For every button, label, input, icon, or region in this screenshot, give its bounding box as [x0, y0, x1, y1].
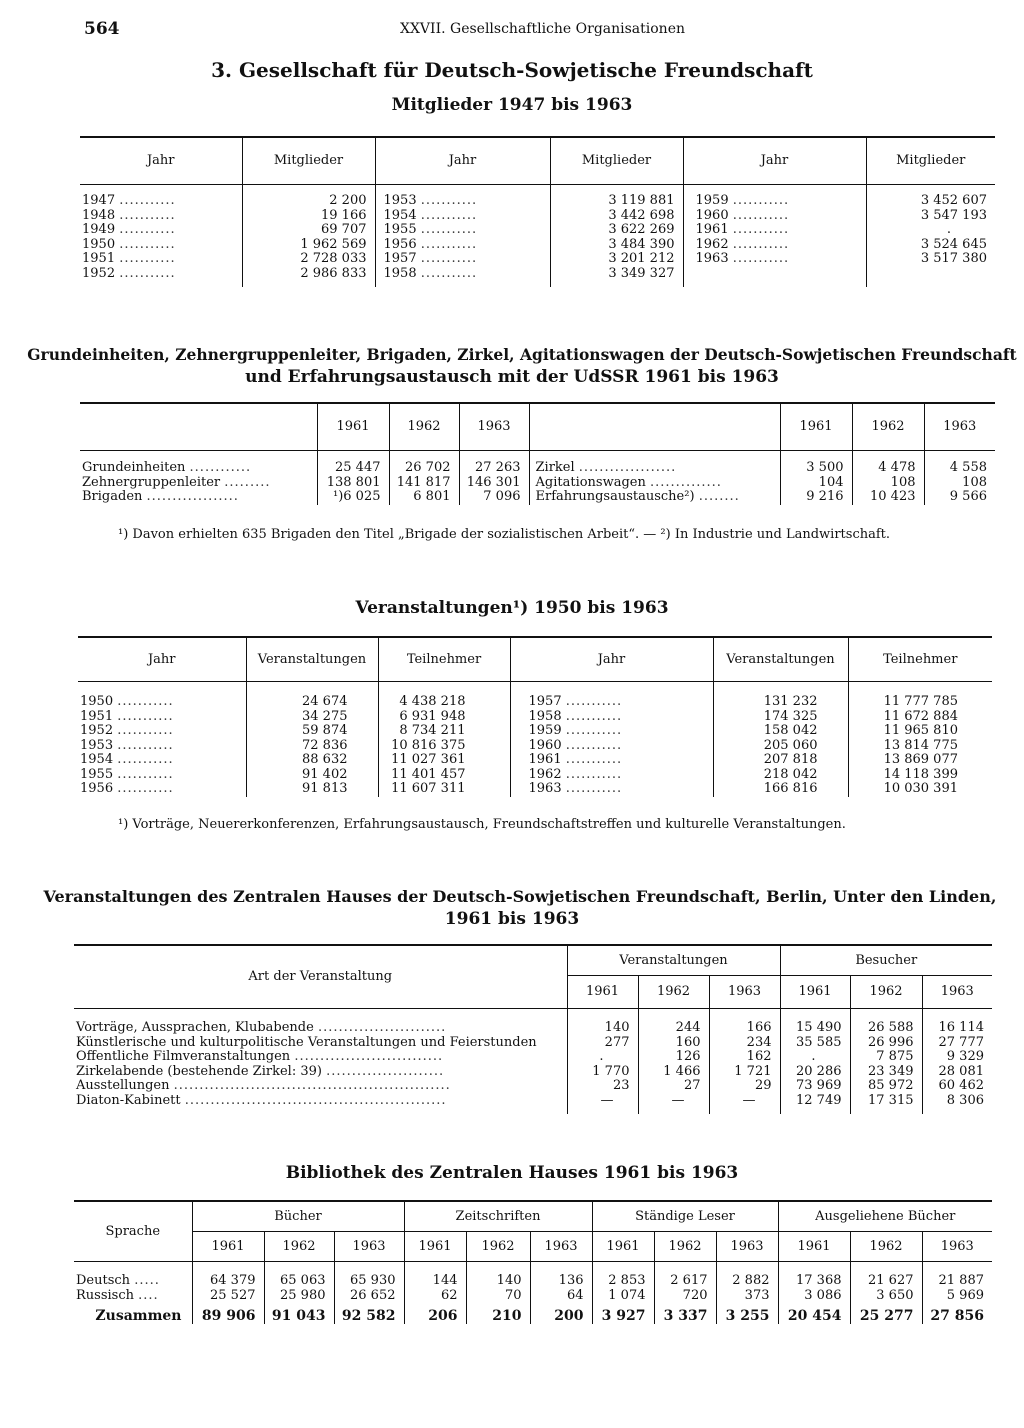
t1-title: Mitglieder 1947 bis 1963	[391, 95, 633, 115]
col-participants: Teilnehmer	[848, 637, 992, 681]
page-number: 564	[84, 19, 120, 39]
central-house-events-table	[74, 944, 992, 1114]
col-members: Mitglieder	[550, 137, 683, 184]
table-row: 1953 ........... 72 836 10 816 375 1960 ........... 205 060 13 814 775	[78, 739, 992, 754]
col-1963: 1963	[459, 403, 529, 450]
col-1963: 1963	[924, 403, 995, 450]
table-row: Vorträge, Aussprachen, Klubabende ......................... 140 244 166 15 490 26 588 16 114	[74, 1021, 992, 1036]
header-row	[80, 403, 995, 450]
table-row: 1947 ........... 2 200 1953 ........... 3 119 881 1959 ........... 3 452 607	[80, 194, 995, 209]
col-1961: 1961	[567, 975, 638, 1008]
header-row	[74, 1201, 992, 1231]
t4-title-line2: 1961 bis 1963	[444, 909, 580, 929]
col-periodicals: Zeitschriften	[404, 1201, 592, 1231]
table-row: 1952 ........... 2 986 833 1958 ........... 3 349 327	[80, 267, 995, 282]
members-table	[80, 136, 995, 287]
table-row: 1951 ........... 34 275 6 931 948 1958 ........... 174 325 11 672 884	[78, 710, 992, 725]
header-row	[78, 637, 992, 681]
library-table	[74, 1200, 992, 1324]
table-row: 1956 ........... 91 813 11 607 311 1963 ........... 166 816 10 030 391	[78, 782, 992, 797]
col-language: Sprache	[74, 1201, 192, 1261]
t3-title: Veranstaltungen¹) 1950 bis 1963	[355, 598, 669, 618]
col-1962: 1962	[852, 403, 924, 450]
table-row: Russisch .... 25 527 25 980 26 652 62 70 64 1 074 720 373 3 086 3 650 5 969	[74, 1289, 992, 1304]
table-row: 1950 ........... 1 962 569 1956 ........... 3 484 390 1962 ........... 3 524 645	[80, 238, 995, 253]
col-visitors: Besucher	[780, 945, 992, 975]
col-year: Jahr	[375, 137, 550, 184]
header-row	[74, 945, 992, 975]
col-readers: Ständige Leser	[592, 1201, 778, 1231]
col-1963: 1963	[922, 975, 992, 1008]
col-year: Jahr	[146, 153, 175, 169]
section-title: 3. Gesellschaft für Deutsch-Sowjetische Freundschaft	[211, 58, 813, 82]
table-row: 1954 ........... 88 632 11 027 361 1961 ........... 207 818 13 869 077	[78, 753, 992, 768]
table-row: Ausstellungen ...................................................... 23 27 29 73 969 85 972 60 462	[74, 1079, 992, 1094]
col-year: Jahr	[683, 137, 866, 184]
units-table	[80, 402, 995, 505]
table-row: 1949 ........... 69 707 1955 ........... 3 622 269 1961 ........... .	[80, 223, 995, 238]
col-1961: 1961	[317, 403, 389, 450]
col-1962: 1962	[638, 975, 709, 1008]
table-row: Zirkelabende (bestehende Zirkel: 39) ....................... 1 770 1 466 1 721 20 286 23 349 28 081	[74, 1065, 992, 1080]
col-members: Mitglieder	[242, 137, 375, 184]
table-row: Brigaden .................. ¹)6 025 6 801 7 096 Erfahrungsaustausche²) ........ 9 216 10 423 9 566	[80, 490, 995, 505]
col-1961: 1961	[780, 975, 850, 1008]
col-members: Mitglieder	[866, 137, 995, 184]
table-row: Öffentliche Filmveranstaltungen ............................. . 126 162 . 7 875 9 329	[74, 1050, 992, 1065]
table-row: Grundeinheiten ............ 25 447 26 702 27 263 Zirkel ................... 3 500 4 478 4 558	[80, 461, 995, 476]
header-row: 1961 1962 1963 1961 1962 1963 1961 1962 1963 1961 1962 1963	[74, 1231, 992, 1261]
col-1962: 1962	[850, 975, 922, 1008]
col-events: Veranstaltungen	[246, 637, 378, 681]
col-participants: Teilnehmer	[378, 637, 510, 681]
total-row: Zusammen 89 906 91 043 92 582 206 210 200 3 927 3 337 3 255 20 454 25 277 27 856	[74, 1303, 992, 1324]
table-row: 1950 ........... 24 674 4 438 218 1957 ........... 131 232 11 777 785	[78, 695, 992, 710]
col-events: Veranstaltungen	[567, 945, 780, 975]
t4-title-line1: Veranstaltungen des Zentralen Hauses der Deutsch-Sowjetischen Freundschaft, Berlin, Unter den Linden,	[43, 887, 997, 906]
col-year: Jahr	[510, 637, 713, 681]
t2-title-line2: und Erfahrungsaustausch mit der UdSSR 1961 bis 1963	[245, 367, 779, 387]
table-row: Deutsch ..... 64 379 65 063 65 930 144 140 136 2 853 2 617 2 882 17 368 21 627 21 887	[74, 1274, 992, 1289]
table-row: Zehnergruppenleiter ......... 138 801 141 817 146 301 Agitationswagen .............. 104 108 108	[80, 476, 995, 491]
running-head: XXVII. Gesellschaftliche Organisationen	[400, 21, 685, 37]
col-1963: 1963	[709, 975, 780, 1008]
t3-footnote: ¹) Vorträge, Neuererkonferenzen, Erfahrungsaustausch, Freundschaftstreffen und kulturelle Veranstaltungen.	[118, 817, 846, 832]
col-books: Bücher	[192, 1201, 404, 1231]
col-loans: Ausgeliehene Bücher	[778, 1201, 992, 1231]
table-row: 1948 ........... 19 166 1954 ........... 3 442 698 1960 ........... 3 547 193	[80, 209, 995, 224]
col-year: Jahr	[147, 651, 176, 667]
table-row: Künstlerische und kulturpolitische Veranstaltungen und Feierstunden 277 160 234 35 585 26 996 27 777	[74, 1036, 992, 1051]
col-1962: 1962	[389, 403, 459, 450]
t2-title-line1: Grundeinheiten, Zehnergruppenleiter, Brigaden, Zirkel, Agitationswagen der Deutsch-Sowjetischen Freundschaft	[27, 345, 1017, 364]
col-events: Veranstaltungen	[713, 637, 848, 681]
table-row: 1952 ........... 59 874 8 734 211 1959 ........... 158 042 11 965 810	[78, 724, 992, 739]
table-row: 1951 ........... 2 728 033 1957 ........... 3 201 212 1963 ........... 3 517 380	[80, 252, 995, 267]
table-row: 1955 ........... 91 402 11 401 457 1962 ........... 218 042 14 118 399	[78, 768, 992, 783]
events-table	[78, 636, 992, 797]
table-row: Diaton-Kabinett ................................................... — — — 12 749 17 315 8 306	[74, 1094, 992, 1109]
t5-title: Bibliothek des Zentralen Hauses 1961 bis 1963	[285, 1163, 739, 1183]
header-row	[80, 137, 995, 184]
col-type: Art der Veranstaltung	[74, 945, 567, 1008]
col-1961: 1961	[780, 403, 852, 450]
t2-footnote: ¹) Davon erhielten 635 Brigaden den Titel „Brigade der sozialistischen Arbeit“. — ²) In Industrie und Landwirtschaft.	[118, 527, 891, 542]
